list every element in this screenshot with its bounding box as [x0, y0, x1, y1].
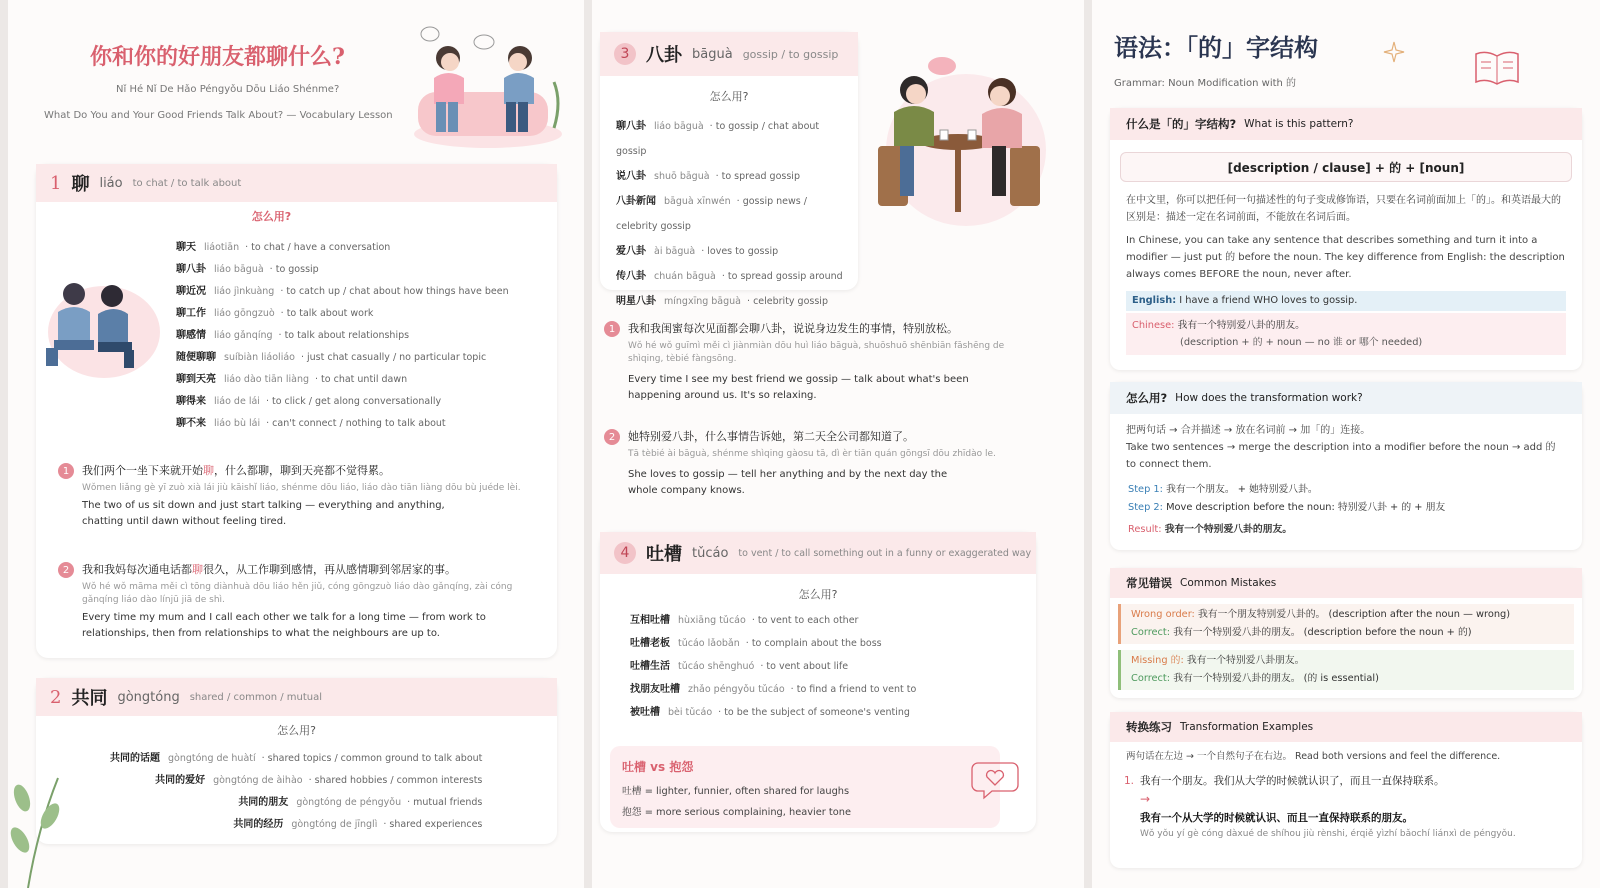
usage-row — [630, 655, 916, 678]
usage-chinese: 聊到天亮 — [176, 374, 216, 385]
usage-pinyin: liáo bāguà — [654, 121, 704, 132]
usage-heading: 怎么用? — [277, 724, 316, 737]
vocab-number: 2 — [50, 686, 62, 708]
usage-list — [176, 237, 509, 435]
comparison-box — [610, 746, 1000, 828]
usage-english: to vent to each other — [757, 615, 859, 626]
separator-dot: · — [266, 418, 273, 429]
usage-row — [110, 770, 482, 792]
usage-pinyin: bèi tǔcáo — [668, 707, 713, 718]
usage-list — [110, 748, 482, 836]
example-pinyin: Tā tèbié ài bāguà, shénme shìqing gàosu tā, dì èr tiān quán gōngsī dōu zhīdào le. — [628, 449, 996, 459]
separator-dot: · — [736, 196, 743, 207]
vocab-meaning: shared / common / mutual — [189, 691, 323, 703]
grammar-subtitle: Grammar: Noun Modification with 的 — [1114, 78, 1297, 89]
friends-chatting-illustration — [408, 22, 568, 152]
example-number: 2 — [604, 429, 620, 445]
book-icon — [1472, 48, 1522, 88]
usage-chinese: 聊天 — [176, 242, 196, 253]
usage-chinese: 找朋友吐槽 — [630, 684, 680, 695]
example-pinyin: Wǒmen liǎng gè yī zuò xià lái jiù kāishǐ liáo, shénme dōu liáo, liáo dào tiān liàng dōu bù juéde lèi. — [82, 483, 521, 493]
step-2: Step 2: Move description before the noun: 特别爱八卦 + 的 + 朋友 — [1128, 502, 1446, 513]
usage-heading: 怎么用? — [709, 90, 749, 103]
mistake-correct: Correct: 我有一个特别爱八卦的朋友。 (的 is essential) — [1131, 673, 1379, 684]
pattern-card-header: 什么是「的」字结构? What is this pattern? — [1110, 108, 1582, 140]
pattern-explanation-zh: 在中文里，你可以把任何一句描述性的句子变成修饰语，只要在名词前面加上「的」。和英语最大的区别是：描述一定在名词前面，不能放在名词后面。 — [1126, 195, 1561, 223]
vocab-card-tucao — [600, 532, 1036, 832]
usage-pinyin: liáo jìnkuàng — [214, 286, 275, 297]
usage-pinyin: ài bāguà — [654, 246, 696, 257]
usage-english: to click / get along conversationally — [271, 396, 442, 407]
practice-card — [1110, 712, 1582, 868]
vocab-number: 3 — [614, 43, 636, 65]
usage-chinese: 聊不来 — [176, 418, 206, 429]
usage-chinese: 说八卦 — [616, 171, 646, 182]
usage-english: to spread gossip around — [727, 271, 843, 282]
vocab-card-liao — [36, 164, 557, 658]
vocab-word: 共同 — [71, 688, 108, 709]
practice-card-header: 转换练习 Transformation Examples — [1110, 712, 1582, 742]
usage-row — [616, 114, 848, 164]
vocab-number: 1 — [50, 172, 62, 194]
sparkle-icon — [1382, 40, 1406, 64]
vocab-card-bagua — [600, 32, 858, 307]
usage-english: shared topics / common ground to talk about — [267, 753, 483, 764]
vocab-card-header — [600, 532, 1036, 574]
example-chinese: 我们两个一坐下来就开始聊，什么都聊，聊到天亮都不觉得累。 — [82, 464, 390, 477]
usage-english: to vent about life — [766, 661, 849, 672]
example-number: 1 — [604, 321, 620, 337]
pattern-formula: [description / clause] + 的 + [noun] — [1120, 152, 1572, 182]
grammar-title: 语法：「的」字结构 — [1114, 33, 1318, 62]
usage-chinese: 共同的朋友 — [238, 797, 289, 808]
usage-chinese: 聊近况 — [176, 286, 206, 297]
usage-chinese: 聊得来 — [176, 396, 206, 407]
example-english: Every time my mum and I call each other we talk for a long time — from work to relationships, then from relationships to what the neighbours are up to. — [82, 612, 486, 639]
usage-chinese: 共同的爱好 — [155, 775, 206, 786]
lesson-column-1 — [8, 0, 584, 888]
usage-english: to spread gossip — [721, 171, 800, 182]
separator-dot: · — [245, 242, 252, 253]
usage-english: celebrity gossip — [753, 296, 828, 307]
leaf-decoration-icon — [8, 768, 68, 888]
usage-english: to talk about relationships — [284, 330, 410, 341]
separator-dot: · — [701, 246, 708, 257]
usage-chinese: 吐槽生活 — [630, 661, 670, 672]
example-english: Every time I see my best friend we gossip — talk about what's been happening around us. It's so relaxing. — [628, 374, 969, 401]
usage-pinyin: bāguà xīnwén — [664, 196, 731, 207]
usage-english: to chat / have a conversation — [251, 242, 391, 253]
usage-pinyin: shuō bāguà — [654, 171, 710, 182]
usage-row — [616, 264, 848, 289]
page-title: 你和你的好朋友都聊什么? — [90, 44, 345, 70]
page-title-english: What Do You and Your Good Friends Talk About? — Vocabulary Lesson — [44, 110, 393, 121]
example-chinese: 我和我闺蜜每次见面都会聊八卦，说说身边发生的事情，特别放松。 — [628, 322, 958, 335]
usage-row — [176, 281, 509, 303]
usage-chinese: 随便聊聊 — [176, 352, 216, 363]
usage-english: can't connect / nothing to talk about — [272, 418, 446, 429]
usage-chinese: 吐槽老板 — [630, 638, 670, 649]
usage-english: loves to gossip — [707, 246, 779, 257]
vocab-meaning: to chat / to talk about — [132, 177, 242, 189]
usage-row — [176, 303, 509, 325]
usage-heading: 怎么用? — [798, 588, 838, 601]
usage-row — [176, 237, 509, 259]
example-chinese: 我和我妈每次通电话都聊很久，从工作聊到感情，再从感情聊到邻居家的事。 — [82, 563, 456, 576]
usage-row — [176, 369, 509, 391]
separator-dot: · — [265, 396, 272, 407]
vocab-pinyin: gòngtóng — [117, 689, 180, 705]
vocab-card-header — [600, 32, 858, 76]
usage-row — [616, 289, 848, 314]
usage-chinese: 聊八卦 — [176, 264, 206, 275]
usage-row — [616, 189, 848, 239]
separator-dot: · — [280, 286, 287, 297]
usage-chinese: 互相吐槽 — [630, 615, 670, 626]
practice-result-pinyin: Wǒ yǒu yí gè cóng dàxué de shíhou jiù rènshi, érqiě yìzhí bǎochí liánxì de péngyǒu. — [1140, 829, 1516, 839]
mistake-pair — [1118, 604, 1574, 644]
separator-dot: · — [745, 638, 752, 649]
usage-chinese: 聊八卦 — [616, 121, 646, 132]
example-sentence — [608, 428, 1064, 499]
separator-dot: · — [383, 819, 390, 830]
lesson-column-2 — [592, 0, 1084, 888]
mistake-wrong: Missing 的: 我有一个特别爱八卦朋友。 — [1131, 655, 1305, 666]
separator-dot: · — [751, 615, 758, 626]
usage-pinyin: liáo bù lái — [214, 418, 261, 429]
usage-chinese: 八卦新闻 — [616, 196, 656, 207]
usage-pinyin: gòngtóng de jīnglì — [291, 819, 378, 830]
pattern-explanation-en: In Chinese, you can take any sentence that describes something and turn it into a modifier — just put 的 before the noun. The key difference from English: the description always comes BEFORE the noun, never after. — [1126, 235, 1565, 280]
separator-dot: · — [718, 707, 725, 718]
step-1: Step 1: 我有一个朋友。 + 她特别爱八卦。 — [1128, 484, 1318, 495]
mistake-pair — [1118, 650, 1574, 690]
example-number: 2 — [58, 562, 74, 578]
vocab-word: 吐槽 — [646, 544, 682, 565]
vocab-pinyin: bāguà — [692, 46, 733, 62]
heart-bubble-icon — [970, 757, 1020, 799]
separator-dot: · — [269, 264, 276, 275]
vocab-word: 聊 — [71, 174, 90, 195]
usage-pinyin: liáotiān — [204, 242, 240, 253]
usage-pinyin: gòngtóng de àihào — [213, 775, 303, 786]
separator-dot: · — [747, 296, 754, 307]
vocab-pinyin: liáo — [99, 175, 123, 191]
practice-arrow: → — [1140, 792, 1151, 806]
separator-dot: · — [280, 308, 287, 319]
separator-dot: · — [721, 271, 728, 282]
vocab-meaning: to vent / to call something out in a funny or exaggerated way — [738, 547, 1032, 559]
separator-dot: · — [315, 374, 322, 385]
example-english: The two of us sit down and just start talking — everything and anything, chatting until dawn without feeling tired. — [82, 500, 445, 527]
usage-pinyin: suíbiàn liáoliáo — [224, 352, 295, 363]
vocab-meaning: gossip / to gossip — [742, 47, 839, 61]
usage-english: to catch up / chat about how things have been — [286, 286, 509, 297]
usage-english: to talk about work — [286, 308, 374, 319]
usage-chinese: 明星八卦 — [616, 296, 656, 307]
example-chinese: 她特别爱八卦，什么事情告诉她，第二天全公司都知道了。 — [628, 430, 914, 443]
usage-row — [176, 259, 509, 281]
usage-english: to gossip — [275, 264, 319, 275]
usage-english: to chat until dawn — [321, 374, 408, 385]
usage-english: just chat casually / no particular topic — [307, 352, 487, 363]
separator-dot: · — [715, 171, 722, 182]
usage-chinese: 传八卦 — [616, 271, 646, 282]
practice-source: 1. 我有一个朋友。我们从大学的时候就认识了，而且一直保持联系。 — [1124, 775, 1445, 787]
usage-chinese: 被吐槽 — [630, 707, 660, 718]
usage-english: mutual friends — [413, 797, 483, 808]
example-sentence — [608, 320, 1064, 404]
usage-pinyin: hùxiāng tǔcáo — [678, 615, 746, 626]
usage-row — [110, 792, 482, 814]
mistake-correct: Correct: 我有一个特别爱八卦的朋友。 (description before the noun + 的) — [1131, 627, 1472, 638]
usage-english: gossip news / celebrity gossip — [616, 196, 807, 232]
transformation-card — [1110, 382, 1582, 550]
usage-english: to complain about the boss — [751, 638, 882, 649]
usage-pinyin: liáo dào tiān liàng — [224, 374, 309, 385]
page-title-pinyin: Nǐ Hé Nǐ De Hǎo Péngyǒu Dōu Liáo Shénme? — [116, 84, 340, 95]
usage-row — [616, 164, 848, 189]
transformation-card-header: 怎么用? How does the transformation work? — [1110, 382, 1582, 414]
usage-english: shared hobbies / common interests — [314, 775, 483, 786]
usage-pinyin: chuán bāguà — [654, 271, 716, 282]
usage-heading: 怎么用? — [251, 210, 292, 223]
separator-dot: · — [790, 684, 797, 695]
usage-pinyin: gòngtóng de péngyǒu — [296, 797, 402, 808]
usage-list — [616, 114, 848, 314]
separator-dot: · — [709, 121, 716, 132]
separator-dot: · — [308, 775, 315, 786]
usage-row — [110, 814, 482, 836]
usage-list — [630, 609, 916, 724]
usage-row — [630, 701, 916, 724]
vocab-card-header — [36, 164, 557, 202]
usage-pinyin: liáo gǎnqíng — [214, 330, 273, 341]
comparison-line: 抱怨 = more serious complaining, heavier tone — [622, 807, 852, 818]
vocab-pinyin: tǔcáo — [692, 545, 729, 561]
vocab-card-gongtong — [36, 678, 557, 844]
usage-chinese: 聊工作 — [176, 308, 206, 319]
mistakes-card-header: 常见错误 Common Mistakes — [1110, 568, 1582, 598]
practice-result: 我有一个从大学的时候就认识、而且一直保持联系的朋友。 — [1140, 812, 1413, 824]
comparison-line: 吐槽 = lighter, funnier, often shared for laughs — [622, 786, 850, 797]
usage-row — [176, 413, 509, 435]
chinese-example: Chinese: 我有一个特别爱八卦的朋友。 (description + 的 + noun — no 谁 or 哪个 needed) — [1126, 313, 1566, 355]
usage-pinyin: liáo bāguà — [214, 264, 264, 275]
pattern-card — [1110, 108, 1582, 370]
usage-row — [630, 609, 916, 632]
separator-dot: · — [261, 753, 268, 764]
usage-chinese: 共同的话题 — [110, 753, 160, 764]
usage-pinyin: tǔcáo lǎobǎn — [678, 638, 740, 649]
usage-row — [176, 325, 509, 347]
example-pinyin: Wǒ hé wǒ guīmì měi cì jiànmiàn dōu huì liáo bāguà, shuōshuō shēnbiān fāshēng de shìqing, tèbié fàngsōng. — [628, 341, 1005, 364]
vocab-number: 4 — [614, 542, 636, 564]
usage-row — [110, 748, 482, 770]
usage-pinyin: gòngtóng de huàtí — [168, 753, 256, 764]
usage-pinyin: zhǎo péngyǒu tǔcáo — [688, 684, 785, 695]
mistake-wrong: Wrong order: 我有一个朋友特别爱八卦的。 (description after the noun — wrong) — [1131, 609, 1511, 620]
step-result: Result: 我有一个特别爱八卦的朋友。 — [1128, 524, 1293, 535]
lesson-column-3 — [1092, 0, 1600, 888]
english-example: English: I have a friend WHO loves to gossip. — [1126, 291, 1566, 311]
usage-chinese: 爱八卦 — [616, 246, 646, 257]
example-english: She loves to gossip — tell her anything and by the next day the whole company knows. — [628, 469, 948, 496]
example-sentence — [62, 462, 537, 530]
usage-english: shared experiences — [389, 819, 483, 830]
usage-english: to be the subject of someone's venting — [724, 707, 910, 718]
usage-pinyin: tǔcáo shēnghuó — [678, 661, 755, 672]
usage-english: to gossip / chat about gossip — [616, 121, 820, 157]
mistakes-card — [1110, 568, 1582, 698]
comparison-title: 吐槽 vs 抱怨 — [622, 760, 694, 774]
usage-row — [630, 678, 916, 701]
usage-row — [616, 239, 848, 264]
separator-dot: · — [407, 797, 414, 808]
practice-intro: 两句话在左边 → 一个自然句子在右边。 Read both versions and feel the difference. — [1126, 751, 1501, 762]
transformation-en: Take two sentences → merge the description into a modifier before the noun → add 的 to connect them. — [1126, 442, 1556, 470]
usage-pinyin: liáo gōngzuò — [214, 308, 275, 319]
usage-english: to find a friend to vent to — [796, 684, 917, 695]
cafe-gossip-illustration — [870, 50, 1048, 230]
usage-row — [176, 347, 509, 369]
separator-dot: · — [300, 352, 308, 363]
usage-chinese: 聊感情 — [176, 330, 206, 341]
separator-dot: · — [278, 330, 285, 341]
transformation-zh: 把两句话 → 合并描述 → 放在名词前 → 加「的」连接。 — [1126, 425, 1371, 436]
example-sentence — [62, 561, 537, 642]
usage-row — [176, 391, 509, 413]
usage-row — [630, 632, 916, 655]
usage-pinyin: liáo de lái — [214, 396, 260, 407]
usage-pinyin: míngxīng bāguà — [664, 296, 742, 307]
separator-dot: · — [760, 661, 767, 672]
usage-chinese: 共同的经历 — [233, 819, 284, 830]
example-pinyin: Wǒ hé wǒ māma měi cì tōng diànhuà dōu liáo hěn jiǔ, cóng gōngzuò liáo dào gǎnqíng, zài cóng gǎnqíng liáo dào línjū jiā de shì. — [82, 582, 513, 605]
example-number: 1 — [58, 463, 74, 479]
friends-sitting-illustration — [40, 272, 160, 382]
vocab-card-header — [36, 678, 557, 716]
vocab-word: 八卦 — [646, 45, 682, 66]
